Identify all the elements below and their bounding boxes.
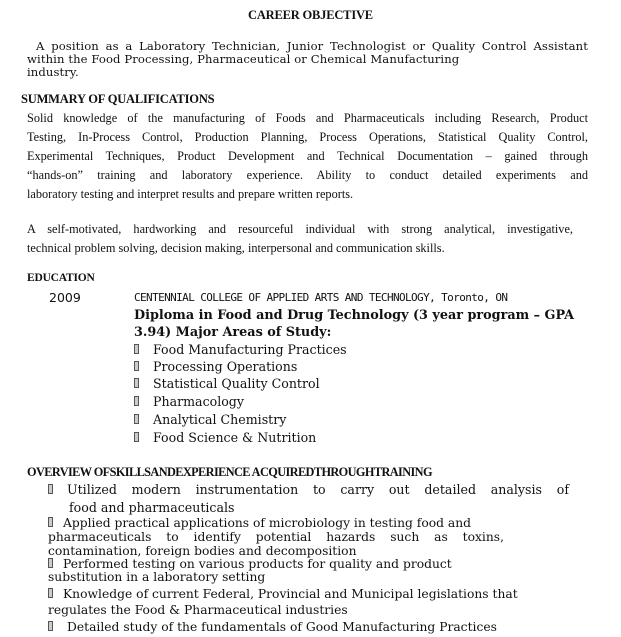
summary-line-2: Testing, In-Process Control, Production Planning, Process Operations, Statistical Quality Control,: [27, 130, 588, 144]
skill-item-line: regulates the Food & Pharmaceutical industries: [48, 603, 348, 617]
skill-item-line: substitution in a laboratory setting: [48, 570, 266, 584]
education-diploma-line-2: 3.94) Major Areas of Study:: [134, 325, 332, 340]
bullet-icon: [134, 344, 139, 354]
bullet-icon: [134, 414, 139, 424]
skill-item-line: contamination, foreign bodies and decomposition: [48, 544, 357, 558]
bullet-icon: [48, 558, 53, 568]
objective-line-1: A position as a Laboratory Technician, Junior Technologist or Quality Control Assistant: [36, 39, 588, 53]
summary-heading: SUMMARY OF QUALIFICATIONS: [21, 92, 215, 106]
skills-heading: OVERVIEW OFSKILLSANDEXPERIENCE ACQUIREDTHROUGHTRAINING: [27, 465, 432, 479]
bullet-icon: [134, 378, 139, 388]
skill-item-line: Knowledge of current Federal, Provincial and Municipal legislations that: [48, 587, 518, 601]
objective-line-3: industry.: [27, 65, 79, 79]
bullet-icon: [48, 588, 53, 598]
bullet-icon: [134, 396, 139, 406]
study-area-item: Analytical Chemistry: [134, 412, 286, 427]
study-area-item: Processing Operations: [134, 359, 297, 374]
skill-item-line: Applied practical applications of microbiology in testing food and: [48, 516, 471, 530]
bullet-icon: [48, 484, 53, 494]
education-diploma-line-1: Diploma in Food and Drug Technology (3 year program – GPA: [134, 308, 575, 323]
summary-line-4: “hands-on” training and laboratory experience. Ability to conduct detailed experiments and: [27, 168, 588, 182]
study-area-item: Food Manufacturing Practices: [134, 342, 347, 357]
education-year: 2009: [49, 290, 81, 305]
objective-line-2: within the Food Processing, Pharmaceutical or Chemical Manufacturing: [27, 52, 460, 66]
skill-item-line: Detailed study of the fundamentals of Good Manufacturing Practices: [48, 620, 497, 634]
education-institution: CENTENNIAL COLLEGE OF APPLIED ARTS AND TECHNOLOGY, Toronto, ON: [134, 291, 508, 304]
summary-line-5: laboratory testing and interpret results and prepare written reports.: [27, 187, 354, 201]
summary-line-1: Solid knowledge of the manufacturing of Foods and Pharmaceuticals including Research, Product: [27, 111, 588, 125]
skill-item-line: Performed testing on various products for quality and product: [48, 557, 452, 571]
summary-line-3: Experimental Techniques, Product Development and Technical Documentation – gained through: [27, 149, 588, 163]
education-heading: EDUCATION: [27, 272, 95, 284]
summary-p2-line-1: A self-motivated, hardworking and resourceful individual with strong analytical, investigative,: [27, 222, 573, 236]
summary-p2-line-2: technical problem solving, decision making, interpersonal and communication skills.: [27, 241, 445, 255]
study-area-item: Food Science & Nutrition: [134, 430, 316, 445]
skill-item-line: Utilized modern instrumentation to carry out detailed analysis of: [48, 482, 569, 497]
skill-item-line: food and pharmaceuticals: [69, 500, 235, 515]
bullet-icon: [134, 432, 139, 442]
bullet-icon: [134, 361, 139, 371]
bullet-icon: [48, 517, 53, 527]
career-objective-heading: CAREER OBJECTIVE: [248, 8, 373, 22]
study-area-item: Statistical Quality Control: [134, 376, 320, 391]
bullet-icon: [48, 621, 53, 631]
study-area-item: Pharmacology: [134, 394, 244, 409]
skill-item-line: pharmaceuticals to identify potential hazards such as toxins,: [48, 530, 504, 544]
